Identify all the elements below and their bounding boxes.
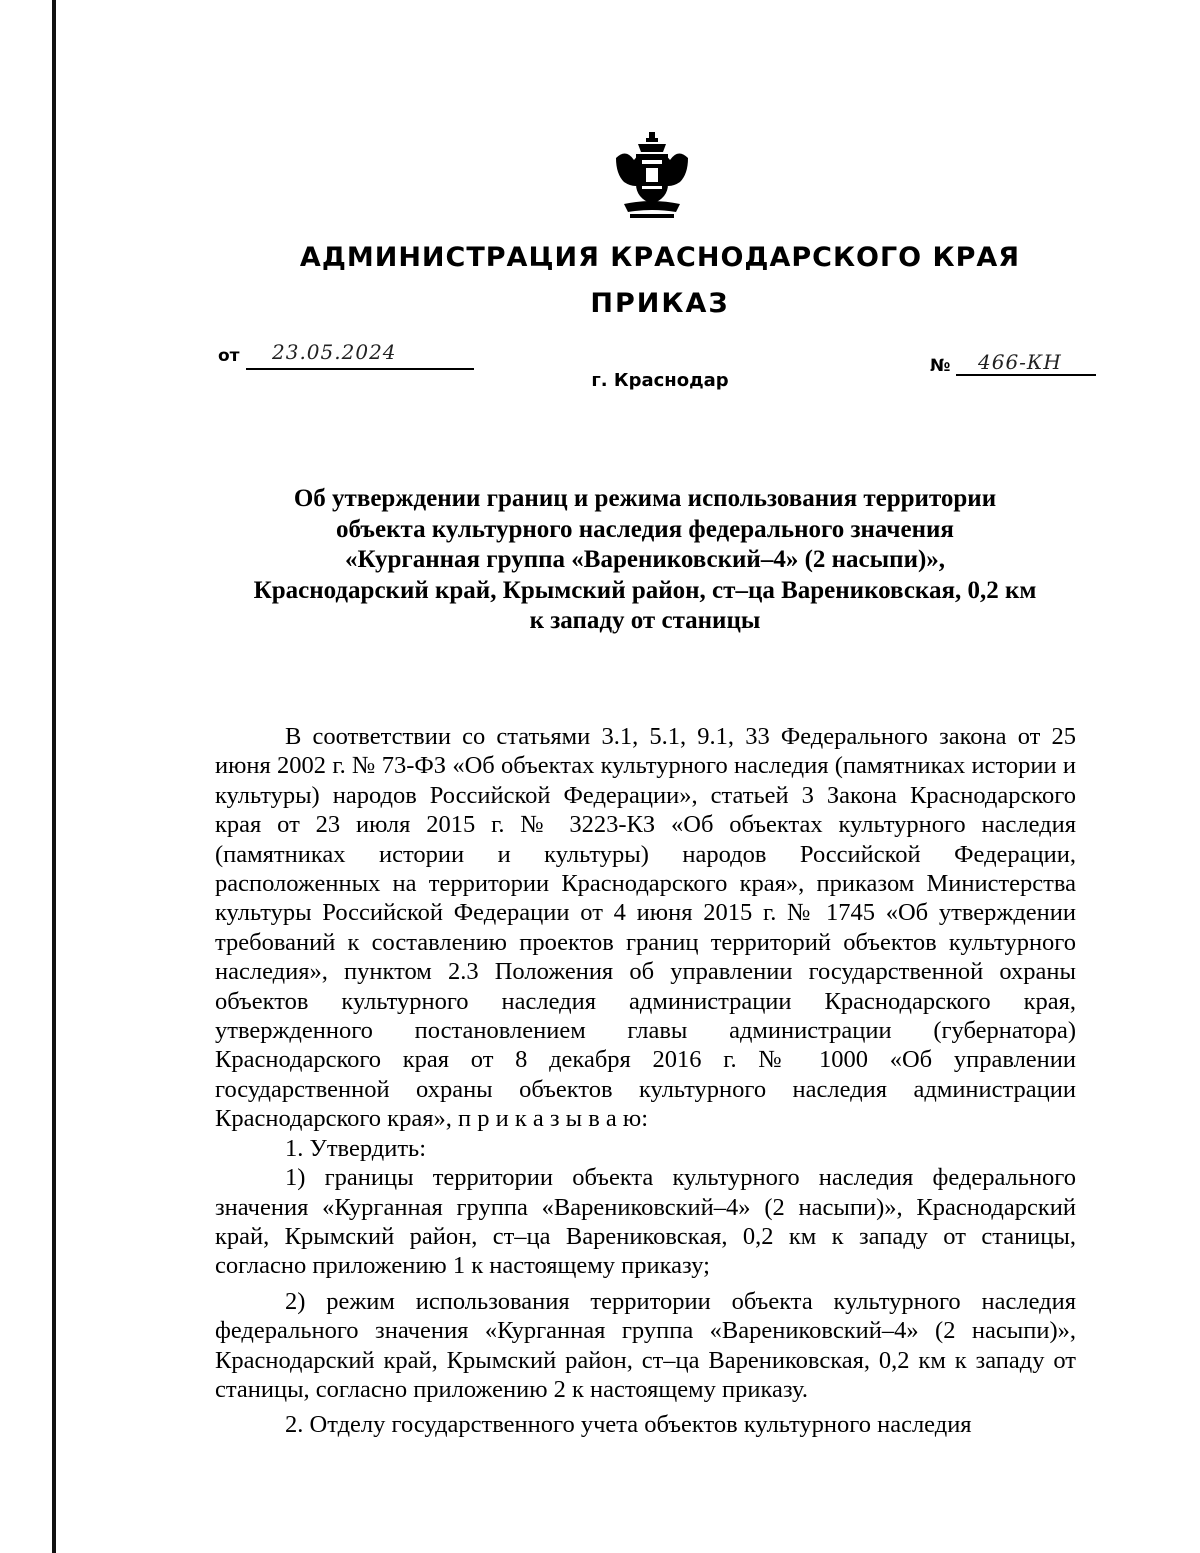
date-label: от — [218, 346, 240, 366]
organization-name: АДМИНИСТРАЦИЯ КРАСНОДАРСКОГО КРАЯ — [299, 242, 1021, 273]
item-2: 2. Отделу государственного учета объектов культурного наследия — [285, 1411, 972, 1439]
document-body — [215, 722, 1076, 1440]
title-line: объекта культурного наследия федерального значения — [336, 515, 954, 543]
item-1-2: 2) режим использования территории объекта культурного наследия федерального значения «Курганная группа «Варениковский–4» (2 насыпи)», Краснодарский край, Крымский район, ст–ца Варениковская, 0,2 км к западу от станицы, согласно приложению 2 к настоящему приказу. — [215, 1287, 1076, 1403]
item-1: 1. Утвердить: — [285, 1134, 427, 1162]
scan-edge — [52, 0, 56, 1553]
document-type: ПРИКАЗ — [590, 288, 730, 319]
title-line: Краснодарский край, Крымский район, ст–ца Варениковская, 0,2 км — [253, 576, 1037, 604]
number-label: № — [930, 356, 951, 376]
title-line: «Курганная группа «Варениковский–4» (2 насыпи)», — [344, 546, 946, 573]
number-value: 466-КН — [978, 350, 1062, 374]
document-title — [200, 484, 1090, 637]
title-line: к западу от станицы — [529, 607, 761, 634]
city: г. Краснодар — [591, 370, 729, 391]
item-1-1: 1) границы территории объекта культурного наследия федерального значения «Курганная группа «Варениковский–4» (2 насыпи)», Краснодарский край, Крымский район, ст–ца Варениковская, 0,2 км к западу от станицы, согласно приложению 1 к настоящему приказу; — [215, 1164, 1076, 1280]
date-value: 23.05.2024 — [272, 340, 397, 364]
title-line: Об утверждении границ и режима использования территории — [293, 485, 997, 512]
preamble-paragraph: В соответствии со статьями 3.1, 5.1, 9.1, 33 Федерального закона от 25 июня 2002 г. № 73-ФЗ «Об объектах культурного наследия (памятниках истории и культуры) народов Российской Федерации», статьей 3 Закона Краснодарского края от 23 июля 2015 г. № 3223-КЗ «Об объектах культурного наследия (памятниках истории и культуры) народов Российской Федерации, расположенных на территории Краснодарского края», приказом Министерства культуры Российской Федерации от 4 июня 2015 г. № 1745 «Об утверждении требований к составлению проектов границ территорий объектов культурного наследия», пунктом 2.3 Положения об управлении государственной охраны объектов культурного наследия администрации Краснодарского края, утвержденного постановлением главы администрации (губернатора) Краснодарского края от 8 декабря 2016 г. № 1000 «Об управлении государственной охраны объектов культурного наследия администрации Краснодарского края», п р и к а з ы в а ю: — [215, 723, 1076, 1133]
coat-of-arms-icon — [612, 130, 692, 222]
